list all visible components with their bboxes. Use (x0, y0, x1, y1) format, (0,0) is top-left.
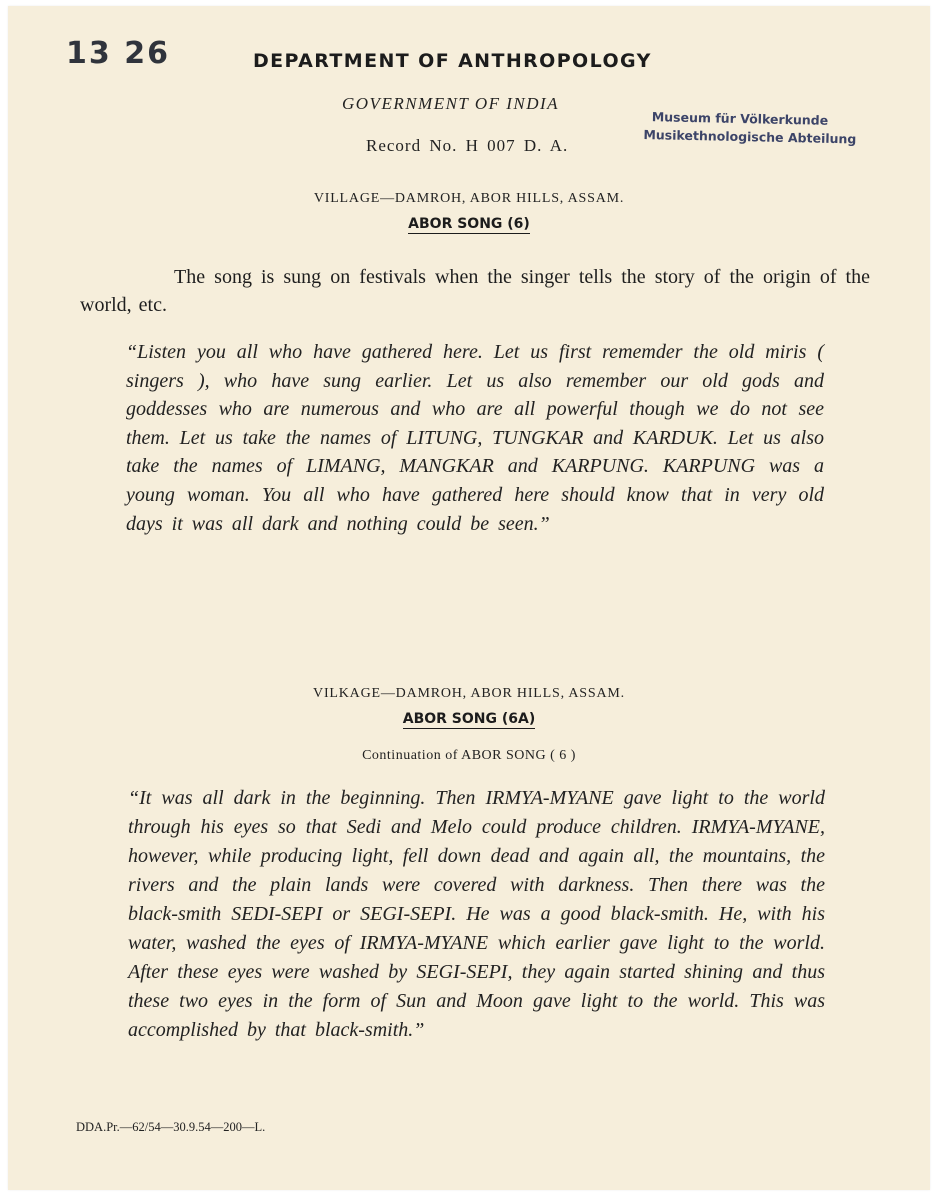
section2-continuation: Continuation of ABOR SONG ( 6 ) (362, 748, 576, 763)
museum-stamp-line1: Museum für Völkerkunde (651, 109, 829, 128)
section2-quote: “It was all dark in the beginning. Then IRMYA-MYANE gave light to the world through his eyes so that Sedi and Melo could produce children. IRMYA-MYANE, however, while producing light, fell down dead and again all, the mountains, the rivers and the plain lands were covered with darkness. Then there was the black-smith SEDI-SEPI or SEGI-SEPI. He was a good black-smith. He, with his water, washed the eyes of IRMYA-MYANE which earlier gave light to the world. After these eyes were washed by SEGI-SEPI, they again started shining and thus these two eyes in the form of Sun and Moon gave light to the world. This was accomplished by that black-smith.” (128, 787, 825, 1041)
government-subheading: GOVERNMENT OF INDIA (342, 94, 560, 113)
section2-title-text: ABOR SONG (6A) (402, 711, 536, 727)
stamped-number: 13 26 (66, 36, 170, 71)
record-number: Record No. H 007 D. A. (366, 136, 569, 155)
document-page (8, 6, 930, 1190)
museum-stamp (643, 108, 894, 149)
section2-title (8, 711, 930, 727)
section1-village: VILLAGE—DAMROH, ABOR HILLS, ASSAM. (313, 191, 625, 206)
section1-title-text: ABOR SONG (6) (408, 216, 530, 232)
section1-title (8, 216, 930, 232)
department-heading: DEPARTMENT OF ANTHROPOLOGY (253, 50, 652, 72)
section1-intro: The song is sung on festivals when the singer tells the story of the origin of the world, etc. (80, 266, 870, 316)
section2-village: VILKAGE—DAMROH, ABOR HILLS, ASSAM. (313, 686, 625, 701)
print-footer: DDA.Pr.—62/54—30.9.54—200—L. (76, 1120, 266, 1134)
museum-stamp-line2: Musikethnologische Abteilung (643, 126, 857, 147)
section1-quote: “Listen you all who have gathered here. Let us first rememder the old miris ( singers ), who have sung earlier. Let us also remember our old gods and goddesses who are numerous and who are all powerful though we do not see them. Let us take the names of LITUNG, TUNGKAR and KARDUK. Let us also take the names of LIMANG, MANGKAR and KARPUNG. KARPUNG was a young woman. You all who have gathered here should know that in very old days it was all dark and nothing could be seen.” (126, 341, 824, 535)
